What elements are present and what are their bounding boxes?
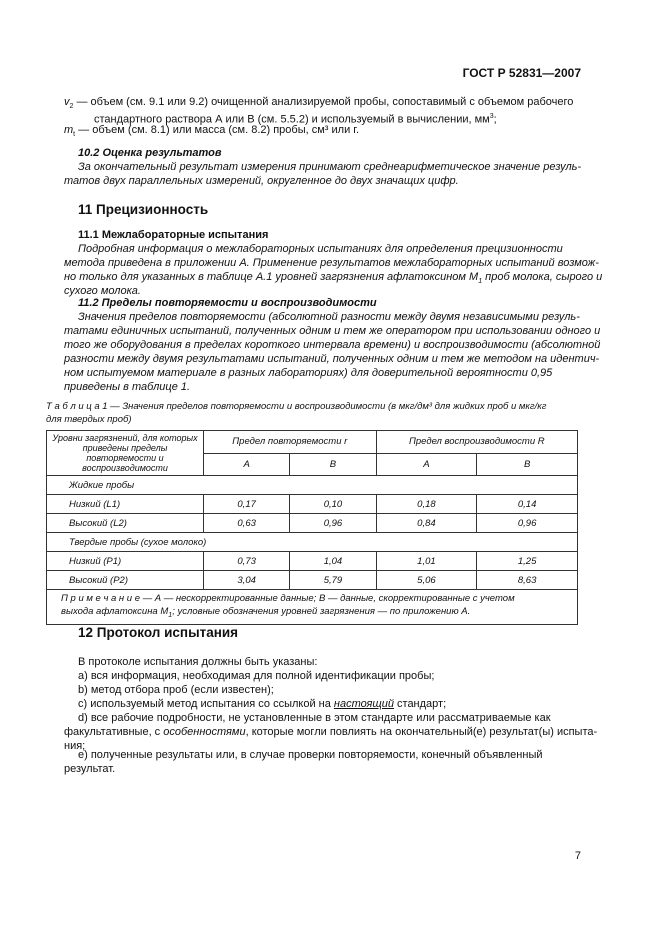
section-11-2-heading: 11.2 Пределы повторяемости и воспроизводимости [78,297,377,309]
section-11-1-line3a: но только для указанных в таблице А.1 уровней загрязнения афлатоксином M [64,271,479,283]
mt-symbol: m [64,124,74,136]
cell-r-a: 0,63 [204,514,290,533]
cell-R-a: 1,01 [376,552,477,571]
v2-sup: 3 [489,113,494,120]
table-group-row [47,533,578,552]
group-liquid: Жидкие пробы [47,476,578,495]
section-11-2-line2: татами единичных испытаний, полученных одним и тем же оператором при использовании одного и [64,325,601,337]
cell-R-b: 8,63 [477,571,578,590]
item-d-part2: , которые могли повлиять на окончательный(е) результат(ы) испыта- [245,726,598,738]
m1-subscript: 1 [478,278,483,286]
cell-R-b: 0,96 [477,514,578,533]
header-R-a: А [376,453,477,476]
v2-text-end: ; [493,113,497,126]
v2-text-2: стандартного раствора А или В (см. 5.5.2) и используемый в вычислении, мм [94,113,490,126]
cell-r-b: 0,96 [290,514,376,533]
page-number: 7 [574,850,581,862]
precision-table [46,430,578,625]
section-11-2-line1: Значения пределов повторяемости (абсолютной разности между двумя независимыми резуль- [78,311,580,323]
cell-r-a: 0,17 [204,495,290,514]
section-12-heading: 12 Протокол испытания [78,625,239,640]
section-11-1-heading: 11.1 Межлабораторные испытания [78,229,269,241]
table-caption-line2: для твердых проб) [46,414,132,425]
mt-subscript: t [73,131,76,139]
header-r-b: В [290,453,376,476]
header-R-b: В [477,453,578,476]
table-group-row [47,476,578,495]
item-d-part1: факультативные, с [64,726,164,738]
section-11-1-line1: Подробная информация о межлабораторных испытаниях для определения прецизионности [78,243,563,255]
row-label: Высокий (P2) [47,571,204,590]
section-12-intro: В протоколе испытания должны быть указаны: [78,656,318,668]
header-r-a: А [204,453,290,476]
table-header-row [47,431,578,454]
section-11-2-line4: разности между двумя результатами испытаний, полученных одним и тем же методом на идентич- [64,353,600,365]
group-solid: Твердые пробы (сухое молоко) [47,533,578,552]
cell-R-a: 0,84 [376,514,477,533]
table-note-line2b: ; условные обозначения уровней загрязнения — по приложению А. [172,606,471,617]
cell-R-a: 5,06 [376,571,477,590]
cell-r-b: 1,04 [290,552,376,571]
section-10-2-heading: 10.2 Оценка результатов [78,147,222,159]
item-e-line1: e) полученные результаты или, в случае проверки повторяемости, конечный объявленный [78,749,543,761]
section-11-1-line2: метода приведена в приложении А. Применение результатов межлабораторных испытаний возмож- [64,257,599,269]
document-header: ГОСТ Р 52831—2007 [462,66,581,80]
section-11-1-line3b: проб молока, сырого и [482,271,603,283]
table-note-line2a: выхода афлатоксина M [61,606,169,617]
cell-r-a: 3,04 [204,571,290,590]
definition-mt [64,124,582,141]
section-11-2-line5: ном испытуемом материале в разных лабораториях) для доверительной вероятности 0,95 [64,367,553,379]
item-d-emph: особенностями [163,726,246,738]
section-10-2-line2: татов двух параллельных измерений, округленное до двух значащих цифр. [64,175,459,187]
cell-r-a: 0,73 [204,552,290,571]
header-repeatability: Предел повторяемости r [204,431,377,454]
item-c-part1: c) используемый метод испытания со ссылкой на [78,698,334,710]
item-d-line1: d) все рабочие подробности, не установленные в этом стандарте или рассматриваемые как [78,712,551,724]
item-c-emph: настоящий [333,698,394,710]
item-e-line2: результат. [64,763,116,775]
table-note-line2 [61,605,573,622]
v2-symbol: v [64,96,70,108]
section-10-2-line1: За окончательный результат измерения принимают среднеарифметическое значение резуль- [78,161,582,173]
mt-text: — объем (см. 8.1) или масса (см. 8.2) пробы, см³ или г. [75,124,359,136]
cell-R-a: 0,18 [376,495,477,514]
table-note-line1: П р и м е ч а н и е — А — нескорректированные данные; В — данные, скорректированные с учетом [61,593,515,604]
section-11-2-line3: того же оборудования в пределах короткого интервала времени) и воспроизводимости (абсолютной [64,339,601,351]
table-row [47,495,578,514]
table-note-row [47,590,578,625]
item-d-line3: ния; [64,740,86,752]
table-caption-line1: Т а б л и ц а 1 — Значения пределов повторяемости и воспроизводимости (в мкг/дм³ для жидких проб и мкг/кг [46,401,547,412]
item-b: b) метод отбора проб (если известен); [78,684,274,696]
item-c-part2: стандарт; [393,698,447,710]
table-note [47,590,578,625]
v2-text: — объем (см. 9.1 или 9.2) очищенной анализируемой пробы, сопоставимый с объемом рабочего [73,96,574,108]
item-a: a) вся информация, необходимая для полной идентификации пробы; [78,670,435,682]
header-level: Уровни загрязнений, для которых приведены пределы повторяемости и воспроизводимости [47,431,204,476]
note-subscript: 1 [168,611,173,619]
section-11-heading: 11 Прецизионность [78,202,209,217]
table-row [47,571,578,590]
section-11-1-line4: сухого молока. [64,285,141,297]
table-row [47,552,578,571]
cell-r-b: 0,10 [290,495,376,514]
row-label: Низкий (P1) [47,552,204,571]
v2-subscript: 2 [69,103,74,111]
table-row [47,514,578,533]
row-label: Высокий (L2) [47,514,204,533]
row-label: Низкий (L1) [47,495,204,514]
item-d-line2 [64,726,598,739]
section-11-2-line6: приведены в таблице 1. [64,381,191,393]
item-c [78,698,596,711]
cell-r-b: 5,79 [290,571,376,590]
cell-R-b: 0,14 [477,495,578,514]
cell-R-b: 1,25 [477,552,578,571]
header-reproducibility: Предел воспроизводимости R [376,431,577,454]
